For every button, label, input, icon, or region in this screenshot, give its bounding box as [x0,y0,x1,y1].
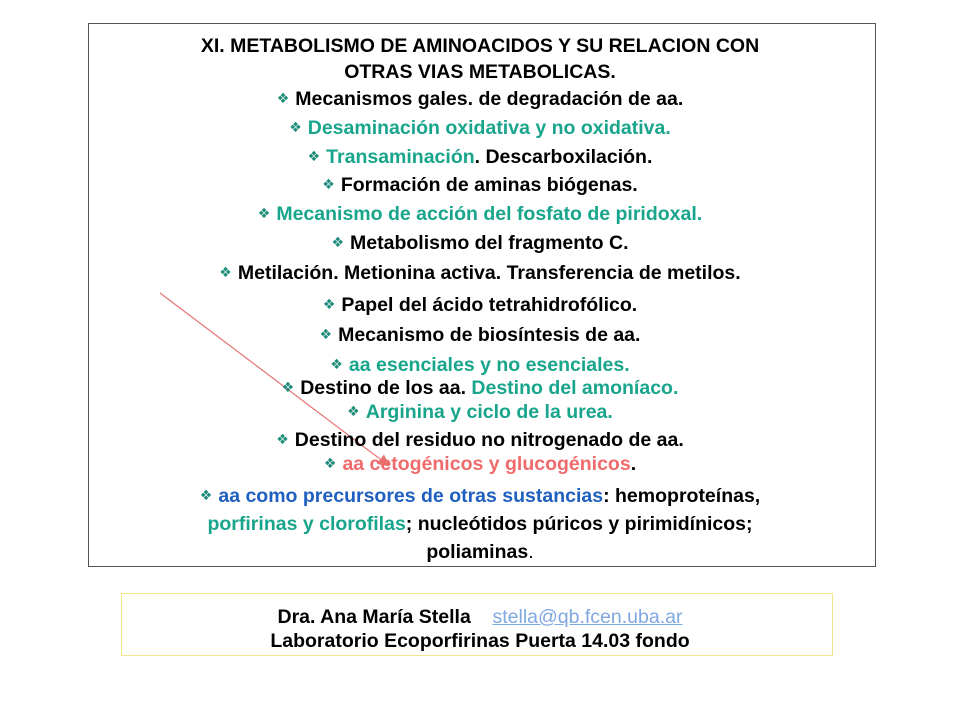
diamond-bullet-icon: ❖ [319,326,333,342]
diamond-bullet-icon: ❖ [289,119,302,135]
item-amines: ❖ Formación de aminas biógenas. [322,174,638,196]
item-precursors-end: poliaminas. [426,541,534,563]
diamond-bullet-icon: ❖ [219,264,232,280]
author-name: Dra. Ana María Stella [277,606,471,628]
item-thf: ❖ Papel del ácido tetrahidrofólico. [322,294,638,316]
item-transamination: ❖ Transaminación. Descarboxilación. [307,146,653,168]
item-methylation: ❖ Metilación. Metionina activa. Transferencia de metilos. [219,262,741,284]
item-piridoxal: ❖ Mecanismo de acción del fosfato de piridoxal. [257,203,703,225]
diamond-bullet-icon: ❖ [330,356,343,372]
item-fragment-c: ❖ Metabolismo del fragmento C. [331,232,629,254]
diamond-bullet-icon: ❖ [281,379,295,395]
diamond-bullet-icon: ❖ [347,403,360,419]
item-essential: ❖ aa esenciales y no esenciales. [330,354,630,376]
item-precursors-cont: porfirinas y clorofilas; nucleótidos púricos y pirimidínicos; [207,513,753,535]
diamond-bullet-icon: ❖ [307,148,321,164]
item-ketogenic: ❖ aa cetogénicos y glucogénicos. [323,453,637,475]
item-precursors: ❖ aa como precursores de otras sustancias: hemoproteínas, [199,485,761,507]
email-link[interactable]: stella@qb.fcen.uba.ar [492,606,683,628]
diamond-bullet-icon: ❖ [323,455,337,471]
diamond-bullet-icon: ❖ [276,90,290,106]
diamond-bullet-icon: ❖ [331,234,345,250]
diamond-bullet-icon: ❖ [257,205,271,221]
title-line-1: XI. METABOLISMO DE AMINOACIDOS Y SU RELACION CON [200,35,760,57]
diamond-bullet-icon: ❖ [276,431,289,447]
item-degradation: ❖ Mecanismos gales. de degradación de aa. [276,88,684,110]
title-line-2: OTRAS VIAS METABOLICAS. [344,61,616,83]
contact-name-line [0,604,960,630]
item-aa-fate: ❖ Destino de los aa. Destino del amoníaco. [281,377,679,399]
item-residue: ❖ Destino del residuo no nitrogenado de aa. [276,429,684,451]
item-urea: ❖ Arginina y ciclo de la urea. [347,401,613,423]
item-biosynthesis: ❖ Mecanismo de biosíntesis de aa. [319,324,641,346]
diamond-bullet-icon: ❖ [322,296,336,312]
diamond-bullet-icon: ❖ [322,176,335,192]
item-desamination: ❖ Desaminación oxidativa y no oxidativa. [289,117,671,139]
lab-line: Laboratorio Ecoporfirinas Puerta 14.03 fondo [270,630,690,652]
diamond-bullet-icon: ❖ [199,487,213,503]
